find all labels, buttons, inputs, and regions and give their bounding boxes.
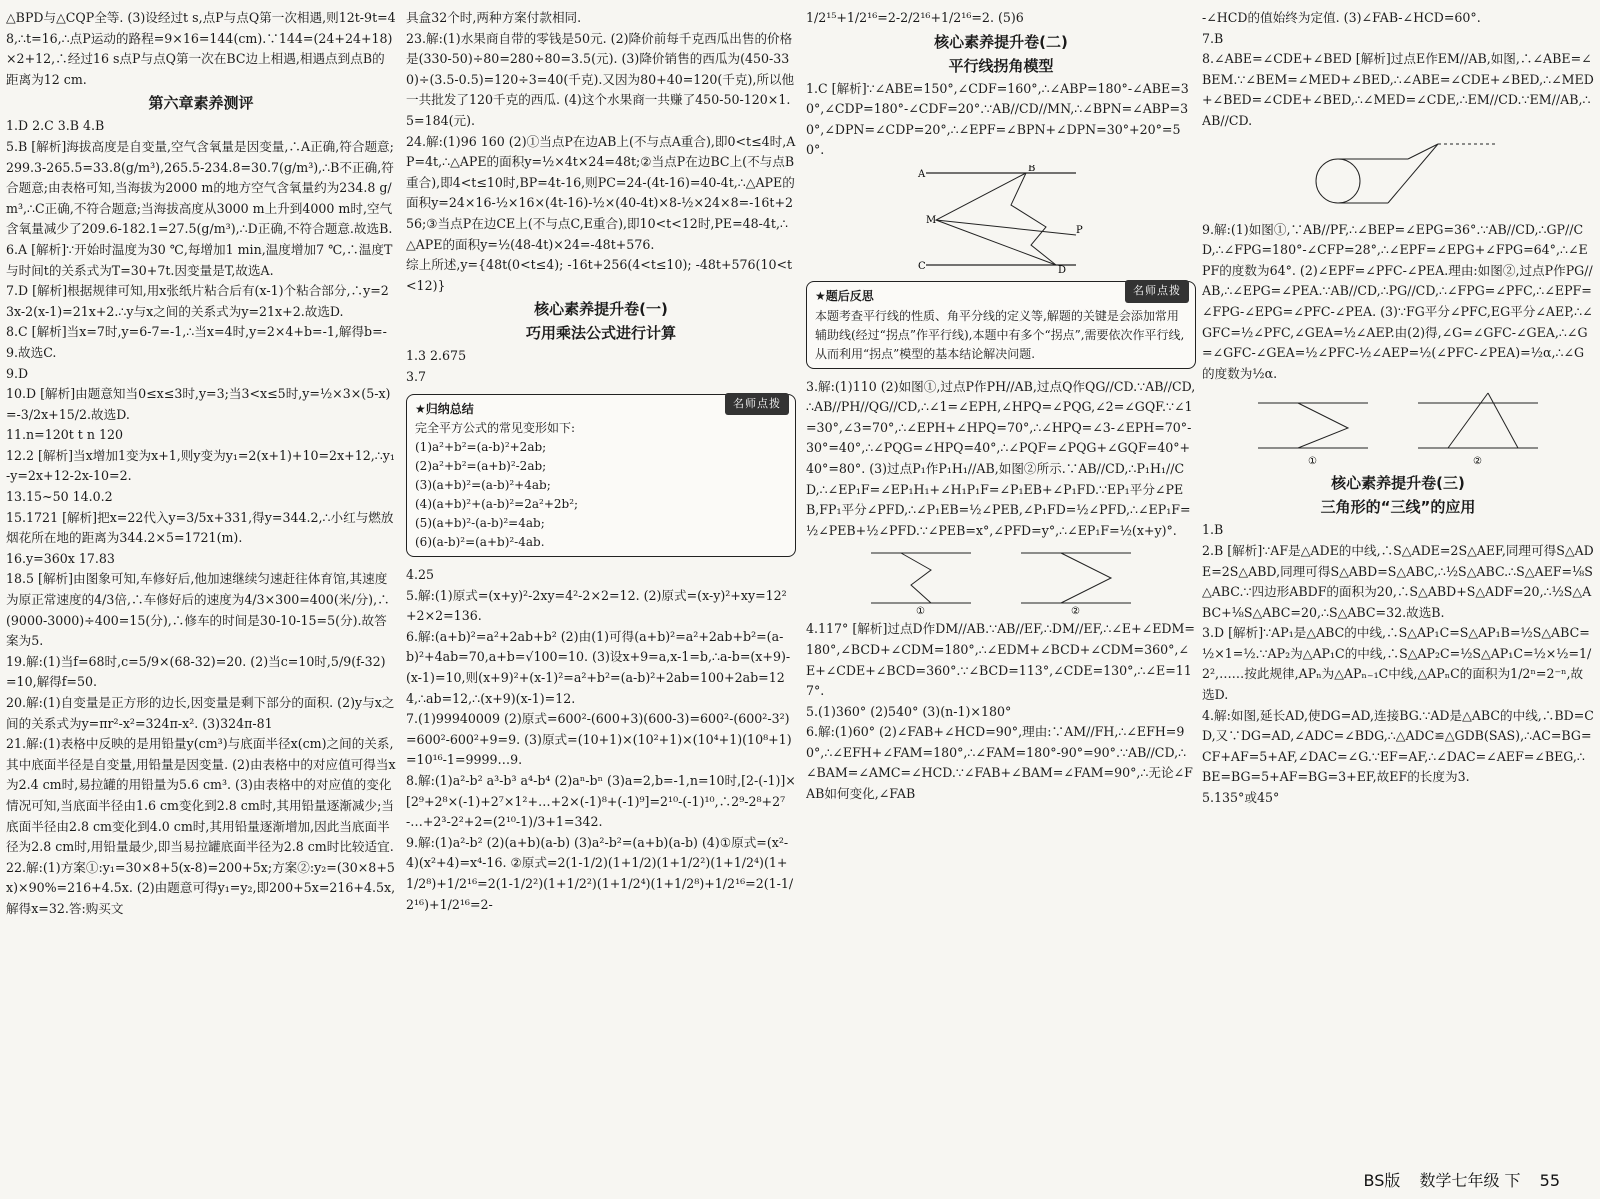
text-block: 具盒32个时,两种方案付款相同. — [406, 10, 582, 25]
box-line: (2)a²+b²=(a+b)²-2ab; — [415, 459, 547, 474]
text-block: 2.B [解析]∵AF是△ADE的中线,∴S△ADE=2S△AEF,同理可得S△ADE=2S△ABD,同理可得S△ABD=S△ABC,∴½S△ABC.∴S△AEF=⅛S△ABC.∵四边形ABDF的面积为20,∴S△ABD+S△ADF=20,∴½S△ABC+⅛S△ABC=20,∴S△ABC=32.故选B. — [1202, 542, 1594, 620]
text-block: 4.25 — [406, 567, 435, 583]
summary-box — [406, 394, 796, 558]
box-line: (6)(a-b)²=(a+b)²-4ab. — [415, 535, 545, 550]
text-block: 综上所述,y={48t(0<t≤4); -16t+256(4<t≤10); -48t+576(10<t<12)} — [406, 257, 793, 293]
box-line: (5)(a+b)²-(a-b)²=4ab; — [415, 516, 545, 531]
text-block: 5.B [解析]海拔高度是自变量,空气含氧量是因变量,∴A正确,符合题意;299.3-265.5=33.8(g/m³),265.5-234.8=30.7(g/m³),∴B不正确,符合题意;由表格可知,当海拔为2000 m的地方空气含氧量约为234.8 g/m³,∴C正确,不符合题意;当海拔高度从3000 m上升到4000 m时,空气含氧量减少了209.6-182.1=27.5(g/m³),∴D正确,不符合题意.故选B. — [6, 138, 394, 237]
text-block: 6.A [解析]∵开始时温度为30 ℃,每增加1 min,温度增加7 ℃,∴温度T与时间t的关系式为T=30+7t.因变量是T,故选A. — [6, 241, 393, 278]
text-block: 7.B — [1202, 30, 1224, 46]
text-block: 8.∠ABE=∠CDE+∠BED [解析]过点E作EM//AB,如图,∴∠ABE=∠BEM.∵∠BEM=∠MED+∠BED,∴∠ABE=∠CDE+∠BED,∴∠MED+∠BED=∠CDE+∠BED,∴∠MED=∠CDE,∴EM//CD.∵EM//AB,∴AB//CD. — [1202, 51, 1594, 128]
box-line: 完全平方公式的常见变形如下: — [415, 421, 576, 436]
fig-label: B — [1028, 164, 1036, 174]
text-block: △BPD与△CQP全等. (3)设经过t s,点P与点Q第一次相遇,则12t-9t=48,∴t=16,∴点P运动的路程=9×16=144(cm).∵144=(24+24+18)×2+12,∴经过16 s点P与点Q第一次在BC边上相遇,相遇点到点B的距离为12 cm. — [6, 10, 396, 87]
text-block: 22.解:(1)方案①:y₁=30×8+5(x-8)=200+5x;方案②:y₂=(30×8+5x)×90%=216+4.5x. (2)由题意可得y₁=y₂,即200+5x=216+4.5x,解得x=32.答:购买文 — [6, 859, 396, 916]
section-heading: 核心素养提升卷(二) — [934, 32, 1068, 51]
page-number: 55 — [1539, 1171, 1560, 1190]
text-block: 8.C [解析]当x=7时,y=6-7=-1,∴当x=4时,y=2×4+b=-1,解得b=-9.故选C. — [6, 324, 387, 360]
reflection-box — [806, 281, 1196, 369]
text-block: 23.解:(1)水果商自带的零钱是50元. (2)降价前每千克西瓜出售的价格是(330-50)÷80=280÷80=3.5(元). (3)降价销售的西瓜为(450-330)÷(3.5-0.5)=120÷3=40(千克).又因为80+40=120(千克),所以他一共批发了120千克的西瓜. (4)这个水果商一共赚了450-50-120×1.5=184(元). — [406, 30, 795, 128]
box-line: (1)a²+b²=(a-b)²+2ab; — [415, 440, 547, 455]
text-block: 13.15~50 14.0.2 — [6, 489, 113, 505]
fig-number: ② — [1071, 606, 1080, 616]
edition-label: BS版 — [1363, 1171, 1401, 1190]
box-line: (4)(a+b)²+(a-b)²=2a²+2b²; — [415, 497, 579, 512]
fig-number: ② — [1473, 456, 1482, 468]
text-block: 1.C [解析]∵∠ABE=150°,∠CDF=160°,∴∠ABP=180°-∠ABE=30°,∠CDP=180°-∠CDF=20°.∵AB//CD//MN,∴∠BPN=∠ABP=30°,∠DPN=∠CDP=20°,∴∠EPF=∠BPN+∠DPN=30°+20°=50°. — [806, 80, 1189, 158]
page-footer — [1350, 1168, 1561, 1191]
column-3 — [806, 8, 1196, 1159]
box-text: 本题考查平行线的性质、角平分线的定义等,解题的关键是会添加常用辅助线(经过“拐点”作平行线),本题中有多个“拐点”,需要依次作平行线,从而利用“拐点”模型的基本结论解决问题. — [815, 308, 1185, 361]
text-block: 10.D [解析]由题意知当0≤x≤3时,y=3;当3<x≤5时,y=½×3×(5-x)=-3/2x+15/2.故选D. — [6, 386, 391, 422]
text-block: 3.解:(1)110 (2)如图①,过点P作PH//AB,过点Q作QG//CD.∵AB//CD,∴AB//PH//QG//CD,∴∠1=∠EPH,∠HPQ=∠PQG,∠2=∠GQF.∵∠1=30°,∠3=70°,∴∠EPH+∠HPQ=70°,∴∠HPQ=∠3-∠EPH=70°-30°=40°,∴∠PQG=∠HPQ=40°,∴∠PQF=∠PQG+∠GQF=40°+40°=80°. (3)过点P₁作P₁H₁//AB,如图②所示.∵AB//CD,∴P₁H₁//CD,∴∠EP₁F=∠EP₁H₁+∠H₁P₁F=∠P₁EB+∠P₁FD.∵EP₁平分∠PEB,FP₁平分∠PFD,∴∠P₁EB=½∠PEB,∠P₁FD=½∠PFD,∴∠EP₁F=½∠PEB+½∠PFD.∵∠PEB=x°,∠PFD=y°,∴∠EP₁F=½(x+y)°. — [806, 378, 1196, 538]
section-heading: 核心素养提升卷(一) — [534, 300, 668, 319]
box-line: (3)(a+b)²=(a-b)²+4ab; — [415, 478, 551, 493]
text-block: 1/2¹⁵+1/2¹⁶=2-2/2¹⁶+1/2¹⁶=2. (5)6 — [806, 10, 1024, 25]
text-block: 5.135°或45° — [1202, 790, 1280, 806]
circle-parallel-figure — [1288, 136, 1508, 216]
section-subheading: 巧用乘法公式进行计算 — [525, 324, 676, 343]
text-block: 7.(1)99940009 (2)原式=600²-(600+3)(600-3)=600²-(600²-3²)=600²-600²+9=9. (3)原式=(10+1)×(10²+1)×(10⁴+1)(10⁸+1)=10¹⁶-1=9999…9. — [406, 711, 792, 768]
section-subheading: 平行线拐角模型 — [948, 56, 1054, 75]
column-2 — [406, 8, 796, 1159]
text-block: 9.解:(1)a²-b² (2)(a+b)(a-b) (3)a²-b²=(a+b)(a-b) (4)①原式=(x²-4)(x²+4)=x⁴-16. ②原式=2(1-1/2)(1+1/2)(1+1/2²)(1+1/2⁴)(1+1/2⁸)+1/2¹⁶=2(1-1/2²)(1+1/2²)(1+1/2⁴)(1+1/2⁸)+1/2¹⁶=2(1-1/2¹⁶)+1/2¹⁶=2- — [406, 834, 794, 912]
text-block: 4.117° [解析]过点D作DM//AB.∵AB//EF,∴DM//EF,∴∠E+∠EDM=180°,∠BCD+∠CDM=180°,∴∠EDM+∠BCD+∠CDM=360°,∠E+∠CDE+∠BCD=360°.∵∠BCD=113°,∠CDE=130°,∴∠E=117°. — [806, 621, 1195, 699]
section-subheading: 三角形的“三线”的应用 — [1320, 498, 1476, 517]
text-block: 15.1721 [解析]把x=22代入y=3/5x+331,得y=344.2,∴小红与燃放烟花所在地的距离为344.2×5=1721(m). — [6, 509, 394, 546]
text-block: 3.D [解析]∵AP₁是△ABC的中线,∴S△AP₁C=S△AP₁B=½S△ABC=½×1=½.∵AP₂为△AP₁C的中线,∴S△AP₂C=½S△AP₁C=½×½=1/2²,……按此规律,APₙ为△APₙ₋₁C中线,△APₙC的面积为1/2ⁿ=2⁻ⁿ,故选D. — [1202, 625, 1592, 703]
text-block: 8.解:(1)a²-b² a³-b³ a⁴-b⁴ (2)aⁿ-bⁿ (3)a=2,b=-1,n=10时,[2-(-1)]×[2⁹+2⁸×(-1)+2⁷×1²+…+2×(-1)⁸+(-1)⁹]=2¹⁰-(-1)¹⁰,∴2⁹-2⁸+2⁷-…+2³-2²+2=(2¹⁰-1)/3+1=342. — [406, 773, 796, 830]
text-block: 6.解:(1)60° (2)∠FAB+∠HCD=90°,理由:∵AM//FH,∴∠EFH=90°,∴∠EFH+∠FAM=180°,∴∠FAM=180°-90°=90°.∵AB//CD,∴∠BAM=∠AMC=∠HCD.∵∠FAB+∠BAM=∠FAM=90°,∴无论∠FAB如何变化,∠FAB — [806, 724, 1193, 802]
fig-number: ① — [1308, 456, 1317, 468]
text-block: 11.n=120t t n 120 — [6, 427, 124, 443]
subject-label: 数学七年级 下 — [1419, 1171, 1521, 1190]
text-block: 24.解:(1)96 160 (2)①当点P在边AB上(不与点A重合),即0<t≤4时,AP=4t,∴△APE的面积y=½×4t×24=48t;②当点P在边BC上(不与点B重合),即4<t≤10时,BP=4t-16,则PC=24-(4t-16)=40-4t,∴△APE的面积y=24×16-½×16×(4t-16)-½×(40-4t)×8-½×24×8=-16t+256;③当点P在边CE上(不与点C,E重合),即10<t<12时,PE=48-4t,∴△APE的面积y=½(48-4t)×24=-48t+576. — [406, 133, 796, 252]
text-block: 20.解:(1)自变量是正方形的边长,因变量是剩下部分的面积. (2)y与x之间的关系式为y=πr²-x²=324π-x². (3)324π-81 — [6, 695, 395, 731]
column-4 — [1202, 8, 1594, 1159]
text-block: 1.D 2.C 3.B 4.B — [6, 118, 105, 134]
text-block: 9.D — [6, 365, 29, 381]
fig-label: M — [926, 214, 937, 226]
text-block: 19.解:(1)当f=68时,c=5/9×(68-32)=20. (2)当c=10时,5/9(f-32)=10,解得f=50. — [6, 653, 386, 690]
text-block: 1.B — [1202, 522, 1224, 538]
tip-tag: 名师点拨 — [1125, 280, 1189, 303]
fig-label: C — [918, 260, 926, 272]
text-block: 3.7 — [406, 368, 427, 384]
box-title: ★归纳总结 — [415, 401, 474, 416]
parallel-lines-figure — [916, 165, 1086, 275]
fig-label: D — [1058, 264, 1067, 275]
text-block: 4.解:如图,延长AD,使DG=AD,连接BG.∵AD是△ABC的中线,∴BD=CD,又∵DG=AD,∠ADC=∠BDG,∴△ADC≌△GDB(SAS),∴AC=BG=CF+AF=5+AF,∠DAC=∠G.∵EF=AF,∴∠DAC=∠AEF=∠BEG,∴BE=BG=5+AF=BG=3+EF,故EF的长度为3. — [1202, 707, 1594, 785]
column-1 — [6, 8, 396, 1159]
text-block: 5.解:(1)原式=(x+y)²-2xy=4²-2×2=12. (2)原式=(x-y)²+xy=12²+2×2=136. — [406, 587, 787, 624]
section-heading: 第六章素养测评 — [148, 94, 254, 113]
text-block: 5.(1)360° (2)540° (3)(n-1)×180° — [806, 703, 1012, 719]
text-block: 21.解:(1)表格中反映的是用铅量y(cm³)与底面半径x(cm)之间的关系,其中底面半径是自变量,用铅量是因变量. (2)由表格中的对应值可得当x为2.4 cm时,易拉罐的用铅量为5.6 cm³. (3)由表格中的对应值的变化情况可知,当底面半径由1.6 cm变化到2.8 cm时,其用铅量逐渐减少;当底面半径由2.8 cm变化到4.0 cm时,其用铅量逐渐增加,因此当底面半径为2.8 cm时,用铅量最少,即当易拉罐底面半径为2.8 cm时比较适宜. — [6, 736, 396, 855]
section-heading: 核心素养提升卷(三) — [1331, 474, 1465, 493]
text-block: 16.y=360x 17.83 — [6, 550, 115, 566]
fig-label: A — [918, 168, 926, 180]
figure-pair-2 — [1238, 388, 1558, 468]
text-block: 18.5 [解析]由图象可知,车修好后,他加速继续匀速赶往体育馆,其速度为原正常速度的4/3倍,∴车修好后的速度为4/3×300=400(米/分),∴(9000-3000)÷400=15(分),∴修车的时间是30-10-15=5(分).故答案为5. — [6, 571, 390, 649]
text-block: 6.解:(a+b)²=a²+2ab+b² (2)由(1)可得(a+b)²=a²+2ab+b²=(a-b)²+4ab=70,a+b=√100=10. (3)设x+9=a,x-1=b,∴a-b=(x+9)-(x-1)=10,则(x+9)²+(x-1)²=a²+b²=(a-b)²+2ab=100+2ab=124,∴ab=12,∴(x+9)(x-1)=12. — [406, 628, 791, 706]
tip-tag: 名师点拨 — [725, 393, 789, 416]
text-block: 7.D [解析]根据规律可知,用x张纸片粘合后有(x-1)个粘合部分,∴y=23x-2(x-1)=21x+2.∴y与x之间的关系式为y=21x+2.故选D. — [6, 283, 389, 319]
figure-pair — [851, 545, 1151, 615]
text-block: 9.解:(1)如图①,∵AB//PF,∴∠BEP=∠EPG=36°.∵AB//CD,∴GP//CD,∴∠FPG=180°-∠CFP=28°,∴∠EPF=∠EPG+∠FPG=64°,∴∠EPF的度数为64°. (2)∠EPF=∠PFC-∠PEA.理由:如图②,过点P作PG//AB,∴∠EPG=∠PEA.∵AB//CD,∴PG//CD,∴∠FPG=∠PFC,∴∠EPF=∠FPG-∠EPG=∠PFC-∠PEA. (3)∵FG平分∠PFC,EG平分∠AEP,∴∠GFC=½∠PFC,∠GEA=½∠AEP.由(2)得,∠G=∠GFC-∠GEA,∴∠G=∠GFC-∠GEA=½∠PFC-½∠AEP=½(∠PFC-∠PEA)=½α,∴∠G的度数为½α. — [1202, 221, 1593, 381]
box-title: ★题后反思 — [815, 288, 874, 303]
text-block: -∠HCD的值始终为定值. (3)∠FAB-∠HCD=60°. — [1202, 10, 1481, 25]
fig-label: P — [1076, 224, 1083, 236]
fig-number: ① — [916, 606, 925, 616]
text-block: 12.2 [解析]当x增加1变为x+1,则y变为y₁=2(x+1)+10=2x+12,∴y₁-y=2x+12-2x-10=2. — [6, 447, 395, 484]
text-block: 1.3 2.675 — [406, 348, 467, 364]
